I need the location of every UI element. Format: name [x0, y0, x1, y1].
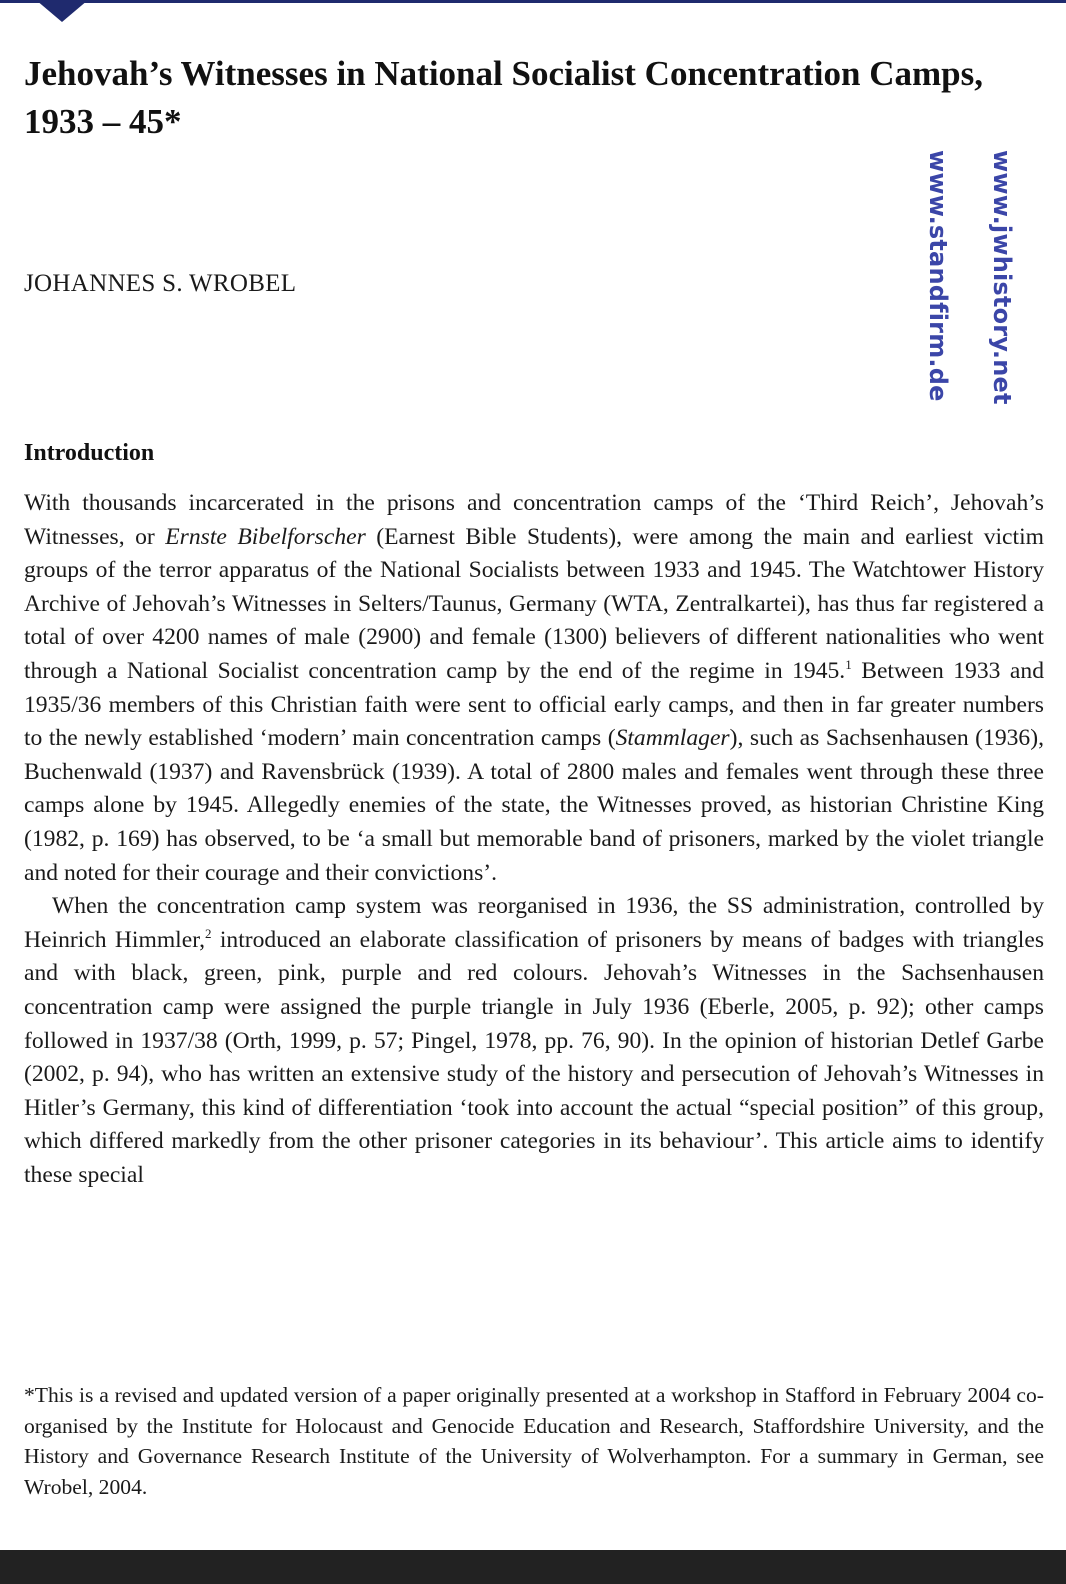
top-accent-bar [0, 0, 1066, 3]
paragraph-1-text-b: (Earnest Bible Students), were among the main and earliest victim groups of the terror apparatus of the National Socialists between 1933 and 1945. The Watchtower History Archive of Jehovah’s Witnesses in Selters/Taunus, Germany (WTA, Zentralkartei), has thus far registered a total of over 4200 names of male (2900) and female (1300) believers of different nationalities who went through a National Socialist concentration camp by the end of the regime in 1945. [24, 523, 1044, 684]
paragraph-1-text-a: With thousands incarcerated in the prisons and concentration camps of the ‘Third Reich’, Jehovah’s Witnesses, or [24, 490, 1044, 550]
term-ernste-bibelforscher: Ernste Bibelforscher [165, 523, 366, 550]
footnote-ref-1[interactable]: 1 [845, 657, 852, 673]
author-name: JOHANNES S. WROBEL [24, 270, 297, 297]
watermark-standfirm: www.standfirm.de [924, 150, 952, 402]
article-title: Jehovah’s Witnesses in National Socialist Concentration Camps, 1933 – 45* [24, 54, 984, 141]
watermark-jwhistory: www.jwhistory.net [988, 150, 1016, 405]
paragraph-1-text-d: ), such as Sachsenhausen (1936), Buchenwald (1937) and Ravensbrück (1939). A total of 2800 males and females went through these three camps alone by 1945. Allegedly enemies of the state, the Witnesses proved, as historian Christine King (1982, p. 169) has observed, to be ‘a small but memorable band of prisoners, marked by the violet triangle and noted for their courage and their convictions’. [24, 725, 1044, 886]
footnote-ref-2[interactable]: 2 [205, 925, 212, 941]
top-marker-triangle [36, 0, 88, 22]
article-body [24, 487, 1044, 1192]
section-heading: Introduction [24, 440, 155, 466]
paragraph-1-text-c: Between 1933 and 1935/36 members of this Christian faith were sent to official early camps, and then in far greater numbers to the newly established ‘modern’ main concentration camps ( [24, 657, 1045, 752]
paragraph-2-text-a: When the concentration camp system was reorganised in 1936, the SS administration, controlled by Heinrich Himmler, [24, 893, 1044, 953]
bottom-bar [0, 1550, 1066, 1584]
term-stammlager: Stammlager [615, 725, 730, 752]
paragraph-2 [24, 890, 1044, 1192]
title-footnote: *This is a revised and updated version of a paper originally presented at a workshop in Stafford in February 2004 co-organised by the Institute for Holocaust and Genocide Education and Research, Staffordshire University, and the History and Governance Research Institute of the University of Wolverhampton. For a summary in German, see Wrobel, 2004. [24, 1383, 1044, 1499]
paragraph-1 [24, 487, 1044, 890]
paragraph-2-text-b: introduced an elaborate classification of prisoners by means of badges with triangles and with black, green, pink, purple and red colours. Jehovah’s Witnesses in the Sachsenhausen concentration camp were assigned the purple triangle in July 1936 (Eberle, 2005, p. 92); other camps followed in 1937/38 (Orth, 1999, p. 57; Pingel, 1978, pp. 76, 90). In the opinion of historian Detlef Garbe (2002, p. 94), who has written an extensive study of the history and persecution of Jehovah’s Witnesses in Hitler’s Germany, this kind of differentiation ‘took into account the actual “special position” of this group, which differed markedly from the other prisoner categories in its behaviour’. This article aims to identify these special [24, 926, 1044, 1188]
